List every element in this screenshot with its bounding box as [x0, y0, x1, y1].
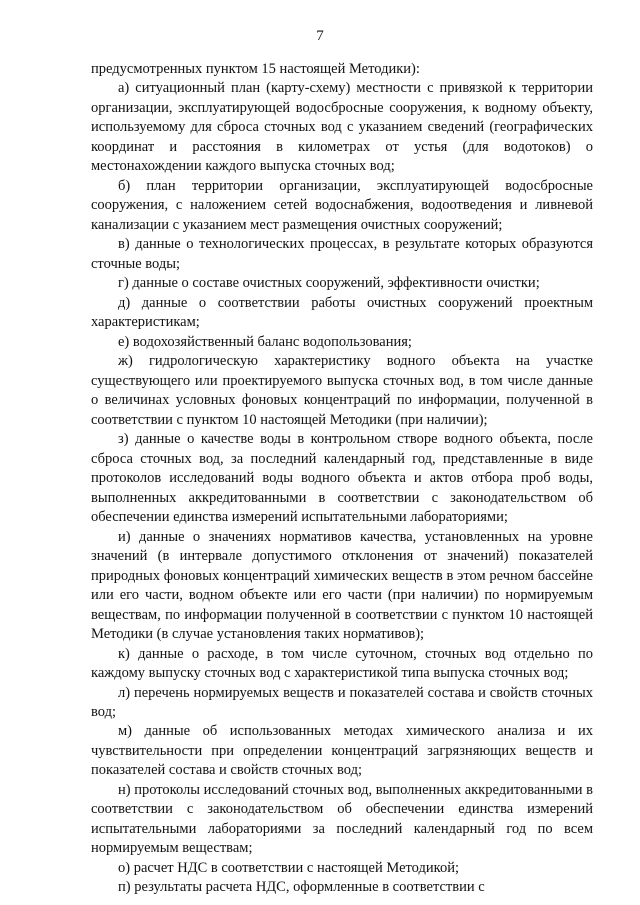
list-item-o: о) расчет НДС в соответствии с настоящей Методикой; [118, 859, 459, 876]
list-item-e: е) водохозяйственный баланс водопользования; [118, 333, 412, 350]
page-number: 7 [316, 28, 324, 44]
list-item-l: л) перечень нормируемых веществ и показателей состава и свойств сточных вод; [91, 684, 593, 720]
list-item-z: з) данные о качестве воды в контрольном створе водного объекта, после сброса сточных вод, за последний календарный год, представленные в виде протоколов исследований воды водного объекта и актов отбора проб воды, выполненных аккредитованными в соответствии с законодательством об обеспечении единства измерений испытательными лабораториями; [91, 431, 593, 526]
list-item-b: б) план территории организации, эксплуатирующей водосбросные сооружения, с наложением сетей водоснабжения, водоотведения и ливневой канализации с указанием мест размещения очистных сооружений; [91, 177, 593, 233]
document-body [91, 60, 593, 898]
list-item-v: в) данные о технологических процессах, в результате которых образуются сточные воды; [91, 236, 593, 272]
list-item-d: д) данные о соответствии работы очистных сооружений проектным характеристикам; [91, 294, 593, 331]
list-item-k: к) данные о расходе, в том числе суточном, сточных вод отдельно по каждому выпуску сточных вод с характеристикой типа выпуска сточных вод; [91, 645, 593, 682]
paragraph-continuation: предусмотренных пунктом 15 настоящей Методики): [91, 61, 420, 77]
list-item-p: п) результаты расчета НДС, оформленные в соответствии с [118, 879, 485, 896]
list-item-n: н) протоколы исследований сточных вод, выполненных аккредитованными в соответствии с законодательством об обеспечении единства измерений испытательными лабораториями за последний календарный год по всем нормируемым веществам; [91, 781, 594, 857]
list-item-m: м) данные об использованных методах химического анализа и их чувствительности при определении концентраций загрязняющих веществ и показателей состава и свойств сточных вод; [91, 723, 593, 779]
list-item-zh: ж) гидрологическую характеристику водного объекта на участке существующего или проектируемого выпуска сточных вод, в том числе данные о величинах условных фоновых концентраций по информации, полученной в соответствии с пунктом 10 настоящей Методики (при наличии); [91, 353, 593, 428]
list-item-i: и) данные о значениях нормативов качества, установленных на уровне значений (в интервале допустимого отклонения от значений) показателей природных фоновых концентраций химических веществ в этом речном бассейне или его части, водном объекте или его части (при наличии) по нормируемым веществам, по информации полученной в соответствии с пунктом 10 настоящей Методики (в случае установления таких нормативов); [91, 528, 593, 643]
list-item-a: а) ситуационный план (карту-схему) местности с привязкой к территории организации, эксплуатирующей водосбросные сооружения, к водному объекту, используемому для сброса сточных вод с указанием сведений (географических координат и расстояния в километрах от устья (для водотоков) о местонахождении каждого выпуска сточных вод; [91, 80, 593, 175]
list-item-g: г) данные о составе очистных сооружений, эффективности очистки; [118, 275, 540, 292]
